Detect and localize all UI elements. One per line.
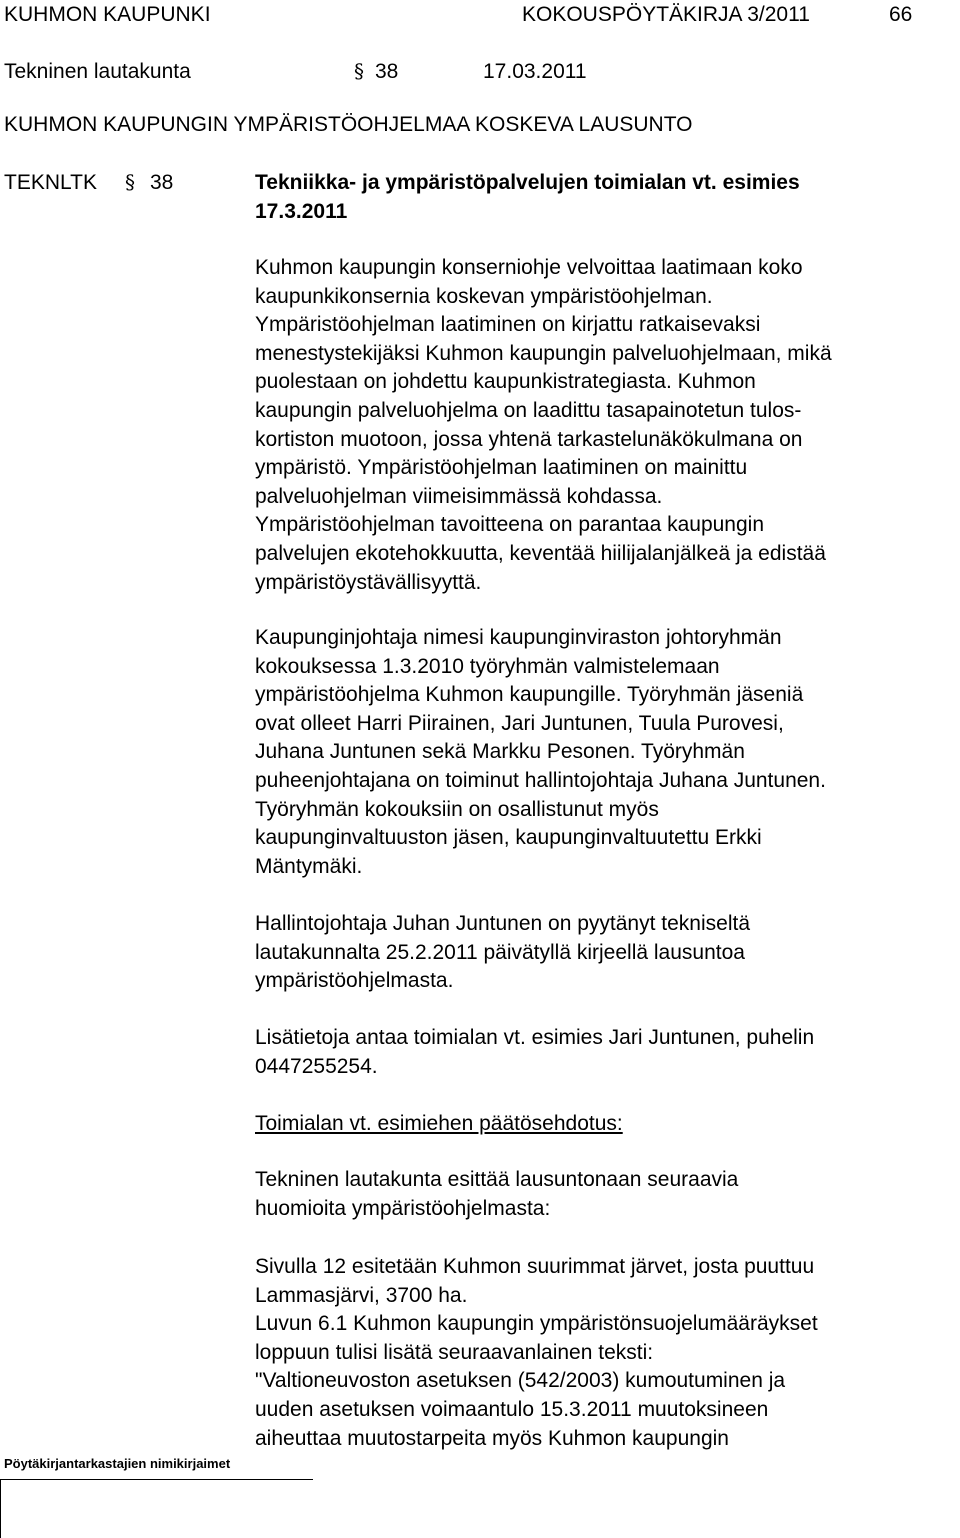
header-section-number: 38 xyxy=(375,60,399,83)
header-page-number: 66 xyxy=(889,3,913,26)
item-ref-number: 38 xyxy=(150,171,174,194)
item-section-symbol: § xyxy=(125,170,135,194)
item-heading-line1: Tekniikka- ja ympäristöpalvelujen toimialan vt. esimies xyxy=(255,171,800,194)
signatures-box-edge xyxy=(0,1479,1,1538)
header-committee: Tekninen lautakunta xyxy=(4,60,191,83)
header-doc-type: KOKOUSPÖYTÄKIRJA 3/2011 xyxy=(522,3,810,26)
header-org: KUHMON KAUPUNKI xyxy=(4,3,211,26)
paragraph-lausuntopyynto: Hallintojohtaja Juhan Juntunen on pyytänyt tekniseltä lautakunnalta 25.2.2011 päivätyllä kirjeellä lausuntoa ympäristöohjelmasta. xyxy=(255,912,750,993)
paragraph-lisatietoja: Lisätietoja antaa toimialan vt. esimies Jari Juntunen, puhelin 0447255254. xyxy=(255,1026,815,1078)
proposal-heading: Toimialan vt. esimiehen päätösehdotus: xyxy=(255,1112,623,1135)
header-section-symbol: § xyxy=(354,59,364,83)
paragraph-tyoryhma: Kaupunginjohtaja nimesi kaupunginviraston johtoryhmän kokouksessa 1.3.2010 työryhmän valmistelemaan ympäristöohjelma Kuhmon kaupungille. Työryhmän jäseniä ovat olleet Harri Piirainen, Jari Juntunen, Tuula Purovesi, Juhana Juntunen sekä Markku Pesonen. Työryhmän puheenjohtajana on toiminut hallintojohtaja Juhana Juntunen. Työryhmän kokouksiin on osallistunut myös kaupunginvaltuuston jäsen, kaupunginvaltuutettu Erkki Mäntymäki. xyxy=(255,626,826,878)
paragraph-huomiot: Sivulla 12 esitetään Kuhmon suurimmat järvet, josta puuttuu Lammasjärvi, 3700 ha. Luvun 6.1 Kuhmon kaupungin ympäristönsuojelumääräykset loppuun tulisi lisätä seuraavanlainen teksti: "Valtioneuvoston asetuksen (542/2003) kumoutuminen ja uuden asetuksen voimaantulo 15.3.2011 muutoksineen aiheuttaa muutostarpeita myös Kuhmon kaupungin xyxy=(255,1255,818,1450)
item-ref-label: TEKNLTK xyxy=(4,171,97,194)
header-date: 17.03.2011 xyxy=(483,60,587,83)
item-heading-line2: 17.3.2011 xyxy=(255,200,348,223)
document-title: KUHMON KAUPUNGIN YMPÄRISTÖOHJELMAA KOSKEVA LAUSUNTO xyxy=(4,113,693,136)
signatures-rule xyxy=(0,1479,313,1480)
signatures-label: Pöytäkirjantarkastajien nimikirjaimet xyxy=(4,1456,231,1471)
paragraph-lausunto-intro: Tekninen lautakunta esittää lausuntonaan seuraavia huomioita ympäristöohjelmasta: xyxy=(255,1168,739,1220)
paragraph-konserniohje: Kuhmon kaupungin konserniohje velvoittaa laatimaan koko kaupunkikonsernia koskevan ympäristöohjelman. Ympäristöohjelman laatiminen on kirjattu ratkaisevaksi menestystekijäksi Kuhmon kaupungin palveluohjelmaan, mikä puolestaan on johdettu kaupunkistrategiasta. Kuhmon kaupungin palveluohjelma on laadittu tasapainotetun tulos- kortiston muotoon, jossa yhtenä tarkastelunäkökulmana on ympäristö. Ympäristöohjelman laatiminen on mainittu palveluohjelman viimeisimmässä kohdassa. Ympäristöohjelman tavoitteena on parantaa kaupungin palvelujen ekotehokkuutta, keventää hiilijalanjälkeä ja edistää ympäristöystävällisyyttä. xyxy=(255,256,832,594)
